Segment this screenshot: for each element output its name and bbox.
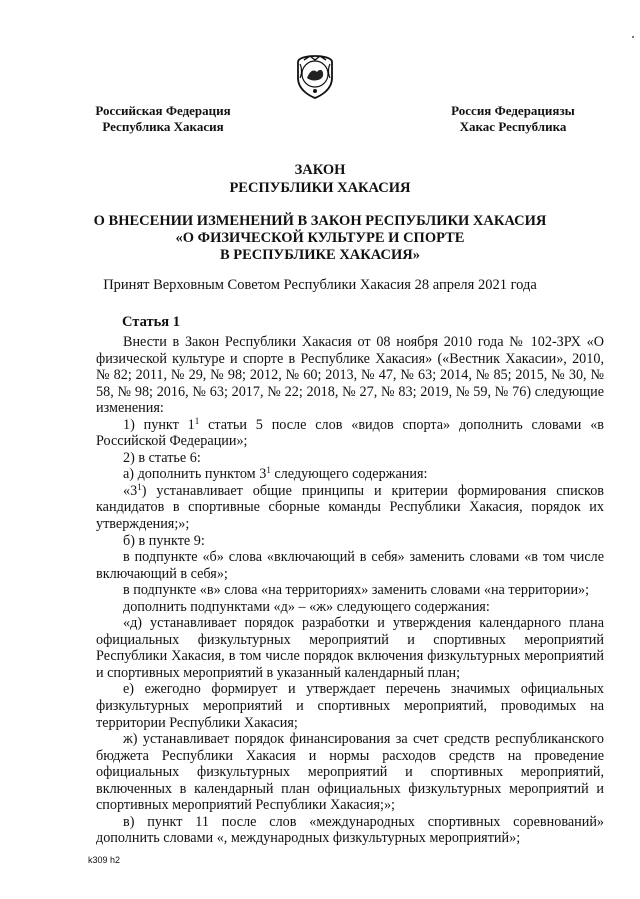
paragraph: 1) пункт $1^1$ статьи 5 после слов «видов спорта» дополнить словами «в Российской Федерации»; [96, 415, 604, 450]
title-line: РЕСПУБЛИКИ ХАКАСИЯ [229, 180, 411, 196]
subtitle-line: О ВНЕСЕНИИ ИЗМЕНЕНИЙ В ЗАКОН РЕСПУБЛИКИ ХАКАСИЯ [93, 213, 547, 229]
adoption-line: Принят Верховным Советом Республики Хакасия 28 апреля 2021 года [103, 277, 537, 293]
paragraph: дополнить подпунктами «д» – «ж» следующего содержания: [123, 598, 490, 615]
paragraph: «$3^1$) устанавливает общие принципы и критерии формирования списков кандидатов в спортивные сборные команды Республики Хакасия, порядок их утверждения;»; [96, 481, 604, 533]
paragraph: в) пункт 11 после слов «международных спортивных соревнований» дополнить словами «, международных физкультурных мероприятий»; [96, 813, 604, 847]
header-right [432, 103, 594, 135]
document-title [0, 161, 640, 197]
article-body [96, 334, 604, 847]
header-left-line: Республика Хакасия [102, 119, 224, 134]
paragraph: 2) в статье 6: [123, 449, 201, 466]
header-right-line: Россия Федерациязы [451, 103, 575, 118]
coat-of-arms-icon [290, 48, 340, 100]
paragraph: ж) устанавливает порядок финансирования за счет средств республиканского бюджета Республики Хакасия и нормы расходов средств на проведение официальных физкультурных мероприятий и спортивных мероприятий, включенных в календарный план официальных физкультурных мероприятий и спортивных мероприятий Республики Хакасия;»; [96, 731, 604, 814]
scan-dot [632, 36, 634, 38]
header-right-line: Хакас Республика [459, 119, 567, 134]
article-heading: Статья 1 [122, 314, 180, 330]
paragraph: Внести в Закон Республики Хакасия от 08 ноября 2010 года № 102-ЗРХ «О физической культуре и спорте в Республике Хакасия» («Вестник Хакасии», 2010, № 82; 2011, № 29, № 98; 2012, № 60; 2013, № 47, № 63; 2014, № 85; 2015, № 30, № 58, № 98; 2016, № 63; 2017, № 22; 2018, № 27, № 83; 2019, № 59, № 76) следующие изменения: [96, 334, 604, 417]
title-line: ЗАКОН [294, 162, 346, 178]
paragraph: в подпункте «в» слова «на территориях» заменить словами «на территории»; [123, 582, 590, 599]
paragraph: е) ежегодно формирует и утверждает перечень значимых официальных физкультурных мероприятий и спортивных мероприятий, проводимых на территории Республики Хакасия; [96, 681, 604, 731]
footer-code: k309 h2 [88, 855, 121, 865]
paragraph: а) дополнить пунктом $3^1$ следующего содержания: [123, 465, 428, 483]
paragraph: «д) устанавливает порядок разработки и утверждения календарного плана официальных физкультурных мероприятий и спортивных мероприятий Республики Хакасия, в том числе порядок включения физкультурных мероприятий и спортивных мероприятий в указанный календарный план; [96, 615, 604, 681]
subtitle-line: «О ФИЗИЧЕСКОЙ КУЛЬТУРЕ И СПОРТЕ [175, 230, 465, 246]
header-left-line: Российская Федерация [95, 103, 231, 118]
subtitle-line: В РЕСПУБЛИКЕ ХАКАСИЯ» [219, 247, 420, 263]
paragraph: б) в пункте 9: [123, 532, 205, 549]
header-left [88, 103, 238, 135]
law-subtitle [0, 213, 640, 264]
paragraph: в подпункте «б» слова «включающий в себя» заменить словами «в том числе включающий в себя»; [96, 549, 604, 582]
